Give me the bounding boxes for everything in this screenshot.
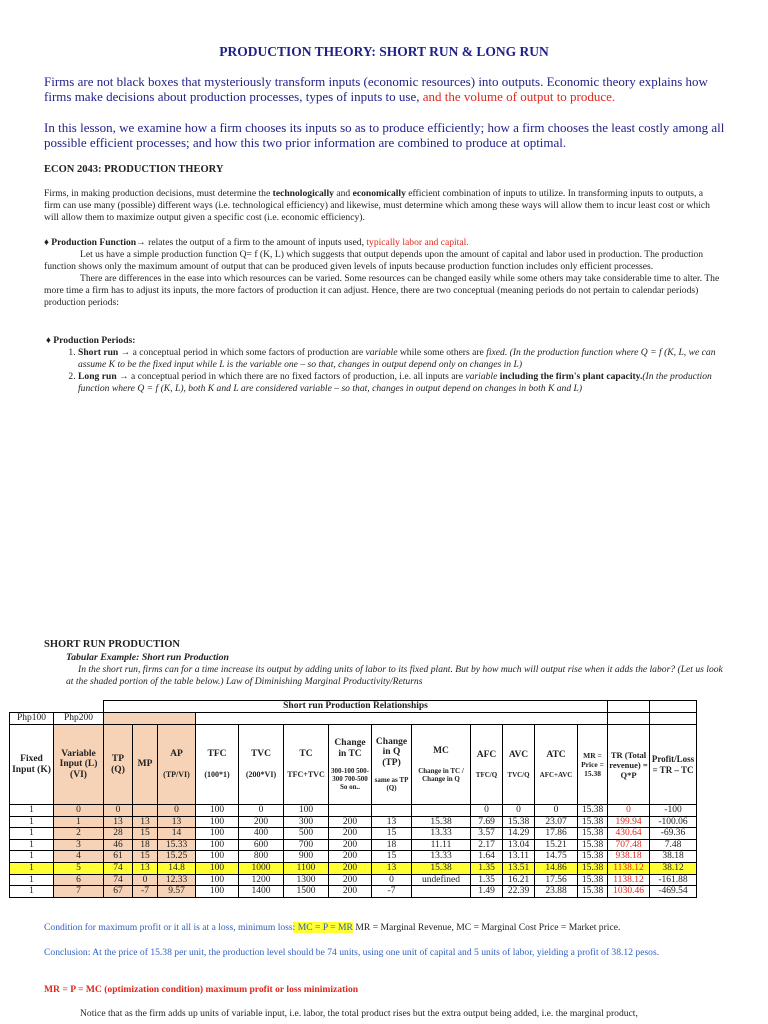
cell-profit-loss: 38.12 [650,862,697,874]
table-row [10,851,697,863]
short-run-text-b: while some others are [397,347,487,358]
cell-ap: 15.33 [158,839,196,851]
cell-change-tc: 200 [329,862,372,874]
cell-tr: 707.48 [608,839,650,851]
intro-paragraph-2: In this lesson, we examine how a firm chooses its inputs so as to produce efficiently; how a firm chooses the least costly among all possible efficient processes; and how this two prior information are combined to produce at optimal. [44,120,725,150]
col-change-tc [329,725,372,805]
cell-tvc: 1200 [239,874,284,886]
cell-atc: 14.75 [535,851,578,863]
col-afc-formula: TFC/Q [475,770,498,779]
cell-tfc: 100 [196,805,239,817]
cell-k: 1 [10,886,54,898]
cell-change-q [372,805,412,817]
table-row [10,874,697,886]
cell-afc: 3.57 [471,828,503,840]
econ-text-technologically: technologically [272,188,334,199]
cell-atc: 14.86 [535,862,578,874]
cell-mc: 13.33 [412,851,471,863]
col-variable-input: Variable Input (L) (VI) [54,725,104,805]
conclusion-text: Conclusion: At the price of 15.38 per unit, the production level should be 74 units, using one unit of capital and 5 units of labor, yielding a profit of 38.12 pesos. [44,947,660,958]
cell-avc: 13.11 [503,851,535,863]
cell-profit-loss: -161.88 [650,874,697,886]
col-tfc-formula: (100*1) [204,769,230,779]
cell-tp: 28 [104,828,133,840]
intro-text-blue: Firms are not black boxes that mysteriously transform inputs (economic resources) into outputs. Economic theory explains how firms make decisions about production processes, types of inputs to use, [44,74,708,104]
cell-atc: 0 [535,805,578,817]
cell-profit-loss: -100.06 [650,816,697,828]
cell-avc: 13.51 [503,862,535,874]
col-tfc-label: TFC [207,748,227,759]
cell-profit-loss: 38.18 [650,851,697,863]
col-change-q-label: Change in Q (TP) [375,736,408,768]
fixed-input-price: Php100 [10,713,54,725]
cell-profit-loss: -100 [650,805,697,817]
production-function-paragraph-3: There are differences in the ease into which resources can be varied. Some resources can be changed easily while some others may take considerable time to alter. The more time a firm has to adjust its inputs, the more factors of production it can adjust. Hence, there are two conceptual (meaning periods do not pertain to calendar periods) production periods: [44,273,720,308]
cell-mc: undefined [412,874,471,886]
table-body [10,805,697,898]
cell-tc: 1300 [284,874,329,886]
cell-mr: 15.38 [578,805,608,817]
production-periods-heading: ♦ Production Periods: [46,335,136,346]
cell-tc: 500 [284,828,329,840]
cell-tfc: 100 [196,828,239,840]
cell-mr: 15.38 [578,851,608,863]
long-run-item [78,371,726,395]
col-change-tc-label: Change in TC [334,737,366,759]
cell-tp: 46 [104,839,133,851]
col-profit-loss: Profit/Loss = TR – TC [650,725,697,805]
cell-tp: 67 [104,886,133,898]
short-run-variable: variable [365,347,398,358]
cell-tvc: 200 [239,816,284,828]
cell-tfc: 100 [196,886,239,898]
cell-tc: 300 [284,816,329,828]
production-function-red-text: typically labor and capital. [366,237,469,248]
short-run-text-a: → a conceptual period in which some factors of production are [118,347,366,358]
production-function-label: Production Function [51,237,137,248]
cell-tvc: 400 [239,828,284,840]
econ-text-economically: economically [352,188,406,199]
col-fixed-input: Fixed Input (K) [10,725,54,805]
long-run-text-c: (In the production function where Q = f (K, L), both K and L are considered variable – so that, changes in output depend on changes in both K and L) [78,371,712,394]
col-afc [471,725,503,805]
cell-change-q: -7 [372,886,412,898]
cell-tfc: 100 [196,874,239,886]
tabular-example-subheading: Tabular Example: Short run Production [66,652,229,663]
cell-tr: 199.94 [608,816,650,828]
table-row [10,805,697,817]
short-run-label: Short run [78,347,119,358]
econ-text-c: and [333,188,353,199]
table-row [10,862,697,874]
col-atc [535,725,578,805]
cell-tc: 100 [284,805,329,817]
cell-mr: 15.38 [578,816,608,828]
page-title: PRODUCTION THEORY: SHORT RUN & LONG RUN [219,44,549,59]
cell-ap: 9.57 [158,886,196,898]
cell-tvc: 1400 [239,886,284,898]
cell-tr: 1138.12 [608,874,650,886]
cell-change-q: 18 [372,839,412,851]
col-avc-formula: TVC/Q [507,770,530,779]
header-top-blank [196,713,608,725]
cell-tp: 0 [104,805,133,817]
cell-mr: 15.38 [578,874,608,886]
cell-tr: 938.18 [608,851,650,863]
header-top-blank [608,713,650,725]
cell-tr: 1030.46 [608,886,650,898]
long-run-text-a: → a conceptual period in which there are no fixed factors of production, i.e. all inputs are [116,371,466,382]
col-tp: TP (Q) [104,725,133,805]
cell-mc [412,886,471,898]
cell-mr: 15.38 [578,839,608,851]
cell-change-q: 0 [372,874,412,886]
cell-change-q: 15 [372,828,412,840]
cell-k: 1 [10,816,54,828]
cell-ap: 0 [158,805,196,817]
econ-heading: ECON 2043: PRODUCTION THEORY [44,164,224,175]
production-function-definition [44,237,720,249]
col-tc [284,725,329,805]
col-mc [412,725,471,805]
cell-mp [133,805,158,817]
long-run-label: Long run [78,371,117,382]
cell-afc: 1.64 [471,851,503,863]
cell-l: 2 [54,828,104,840]
table-blank-cell [650,701,697,713]
cell-mr: 15.38 [578,862,608,874]
cell-profit-loss: -469.54 [650,886,697,898]
cell-avc: 22.39 [503,886,535,898]
cell-change-tc: 200 [329,816,372,828]
production-periods-section [46,335,726,395]
cell-l: 1 [54,816,104,828]
cell-change-tc: 200 [329,874,372,886]
cell-ap: 14 [158,828,196,840]
cell-afc: 1.35 [471,862,503,874]
cell-k: 1 [10,851,54,863]
col-ap-formula: (TP/VI) [163,769,190,779]
table-blank-cell [608,701,650,713]
cell-l: 0 [54,805,104,817]
cell-tr: 430.64 [608,828,650,840]
cell-change-q: 13 [372,862,412,874]
col-change-q-formula: same as TP (Q) [374,776,409,793]
col-atc-formula: AFC+AVC [539,770,573,779]
col-tc-label: TC [299,748,313,759]
cell-k: 1 [10,828,54,840]
cell-afc: 1.49 [471,886,503,898]
cell-tc: 900 [284,851,329,863]
cell-mr: 15.38 [578,886,608,898]
econ-paragraph [44,188,720,224]
intro-text-red: and the volume of output to produce. [422,89,616,104]
col-avc [503,725,535,805]
econ-text-e: efficient combination of inputs to utilize. In transforming inputs to outputs, a firm can use many (possible) different ways (i.e. technological efficiency) and likewise, must determine which among these ways will allow them to incur least cost or which will allow them to maximize output given a specific cost (i.e. economic efficiency). [44,188,710,223]
cell-l: 5 [54,862,104,874]
cell-mp: 0 [133,874,158,886]
cell-tr: 1138.12 [608,862,650,874]
cell-change-q: 13 [372,816,412,828]
cell-l: 6 [54,874,104,886]
cell-ap: 13 [158,816,196,828]
cell-afc: 2.17 [471,839,503,851]
cell-change-tc: 200 [329,828,372,840]
cell-atc: 23.88 [535,886,578,898]
table-row [10,816,697,828]
cell-tc: 1500 [284,886,329,898]
cell-tp: 61 [104,851,133,863]
cell-k: 1 [10,874,54,886]
col-tvc-label: TVC [250,748,272,759]
cell-ap: 14.8 [158,862,196,874]
condition-text: Condition for maximum profit or it all is at a loss, minimum loss [44,922,293,933]
condition-definitions: MR = Marginal Revenue, MC = Marginal Cost Price = Market price. [352,922,621,933]
cell-atc: 17.56 [535,874,578,886]
cell-change-q: 15 [372,851,412,863]
cell-tfc: 100 [196,839,239,851]
econ-text-a: Firms, in making production decisions, must determine the [44,188,273,199]
cell-mr: 15.38 [578,828,608,840]
table-corner [10,701,104,713]
col-tvc-formula: (200*VI) [245,769,277,779]
col-change-tc-formula: 300-100 500-300 700-500 So on.. [331,767,369,792]
cell-mp: 18 [133,839,158,851]
col-mc-formula: Change in TC / Change in Q [418,766,464,783]
short-run-production-heading: SHORT RUN PRODUCTION [44,639,180,650]
cell-mp: 15 [133,828,158,840]
cell-k: 1 [10,862,54,874]
cell-avc: 13.04 [503,839,535,851]
production-function-paragraph-2: Let us have a simple production function Q= f (K, L) which suggests that output depends upon the amount of capital and labor used in production. The production function shows only the maximum amount of output that can be produced given levels of inputs because production function includes only efficient processes. [44,249,704,272]
short-run-paragraph: In the short run, firms can for a time increase its output by adding units of labor to its fixed plant. But by how much will output rise when it adds the labor? (Let us look at the shaded portion of the table below.) Law of Diminishing Marginal Productivity/Returns [66,664,723,687]
production-function-section [44,237,720,309]
condition-line [44,921,734,934]
col-afc-label: AFC [476,750,497,761]
header-top-blank [650,713,697,725]
cell-change-tc [329,805,372,817]
cell-mc: 11.11 [412,839,471,851]
table-row [10,839,697,851]
table-row [10,886,697,898]
production-table [9,700,697,898]
long-run-variable: variable [465,371,498,382]
cell-atc: 15.21 [535,839,578,851]
col-ap [158,725,196,805]
cell-change-tc: 200 [329,851,372,863]
col-tr: TR (Total revenue) = Q*P [608,725,650,805]
col-tfc [196,725,239,805]
cell-ap: 12.33 [158,874,196,886]
cell-profit-loss: 7.48 [650,839,697,851]
cell-avc: 14.29 [503,828,535,840]
cell-tp: 13 [104,816,133,828]
cell-tvc: 1000 [239,862,284,874]
cell-tp: 74 [104,874,133,886]
long-run-text-b: including the firm's plant capacity. [497,371,643,382]
cell-change-tc: 200 [329,886,372,898]
cell-mp: 15 [133,851,158,863]
col-mr: MR = Price = 15.38 [578,725,608,805]
cell-mc: 15.38 [412,816,471,828]
col-tc-formula: TFC+TVC [287,769,325,779]
cell-tr: 0 [608,805,650,817]
col-tvc [239,725,284,805]
cell-tvc: 0 [239,805,284,817]
cell-k: 1 [10,805,54,817]
cell-atc: 23.07 [535,816,578,828]
cell-l: 4 [54,851,104,863]
cell-mc: 15.38 [412,862,471,874]
cell-mp: 13 [133,862,158,874]
cell-avc: 16.21 [503,874,535,886]
cell-profit-loss: -69.36 [650,828,697,840]
notice-paragraph: Notice that as the firm adds up units of variable input, i.e. labor, the total product rises but the extra output being added, i.e. the marginal product, [80,1008,638,1019]
cell-mp: 13 [133,816,158,828]
cell-tvc: 800 [239,851,284,863]
cell-tfc: 100 [196,862,239,874]
col-mc-label: MC [433,746,449,757]
production-table-wrap [9,700,697,898]
optimization-condition: MR = P = MC (optimization condition) maximum profit or loss minimization [44,984,359,995]
cell-atc: 17.86 [535,828,578,840]
cell-tc: 1100 [284,862,329,874]
table-row [10,828,697,840]
col-ap-label: AP [170,748,183,759]
shaded-header-top [104,713,196,725]
cell-tfc: 100 [196,851,239,863]
cell-tfc: 100 [196,816,239,828]
cell-l: 7 [54,886,104,898]
intro-paragraph-1 [44,74,734,104]
production-function-text: → relates the output of a firm to the amount of inputs used, [136,237,367,248]
cell-change-tc: 200 [329,839,372,851]
short-run-fixed-text: fixed. (In the production function where Q = f (K, L, we can assume K to be the fixed input while L is the variable one – so that, changes in output depend only on changes in L) [78,347,716,370]
condition-formula-highlight: : MC = P = MR [292,922,353,933]
cell-avc: 15.38 [503,816,535,828]
cell-avc: 0 [503,805,535,817]
bullet-glyph: ♦ [44,237,52,248]
cell-l: 3 [54,839,104,851]
cell-afc: 0 [471,805,503,817]
short-run-item [78,347,726,371]
cell-ap: 15.25 [158,851,196,863]
cell-k: 1 [10,839,54,851]
cell-afc: 1.35 [471,874,503,886]
table-caption: Short run Production Relationships [104,701,608,713]
cell-tp: 74 [104,862,133,874]
col-avc-label: AVC [508,750,529,761]
col-mp: MP [133,725,158,805]
cell-tvc: 600 [239,839,284,851]
cell-tc: 700 [284,839,329,851]
col-change-q [372,725,412,805]
cell-mp: -7 [133,886,158,898]
cell-mc [412,805,471,817]
variable-input-price: Php200 [54,713,104,725]
col-atc-label: ATC [546,750,566,761]
cell-afc: 7.69 [471,816,503,828]
cell-mc: 13.33 [412,828,471,840]
